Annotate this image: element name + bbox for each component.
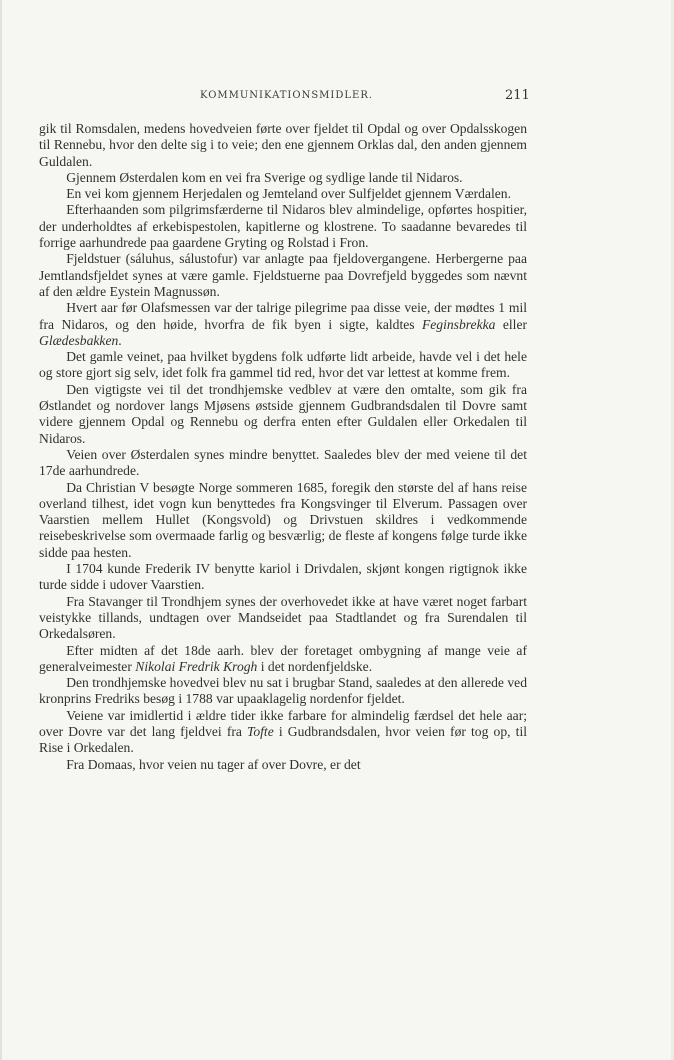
- paragraph: [39, 643, 527, 676]
- person-name-italic: Nikolai Fredrik Krogh: [135, 658, 258, 674]
- paragraph: Da Christian V besøgte Norge sommeren 1685, foregik den største del af hans reise overland tilhest, idet vogn kun benyttedes fra Kongsvinger til Elverum. Passagen over Vaarstien mellem Hullet (Kongsvold) og Drivstuen skildres i vedkommende reisebeskrivelse som overmaade farlig og besværlig; de fleste af kongens følge turde ikke sidde paa hesten.: [39, 479, 527, 560]
- place-name-italic: Glædesbakken: [39, 332, 119, 348]
- paragraph-text: .: [118, 332, 122, 348]
- paragraph: Fra Domaas, hvor veien nu tager af over Dovre, er det: [66, 756, 361, 772]
- paragraph: gik til Romsdalen, medens hovedveien førte over fjeldet til Opdal og over Opdalsskogen til Rennebu, hvor den delte sig i to veie; den ene gjennem Orklas dal, den anden gjennem Guldalen.: [39, 121, 527, 169]
- paragraph: Efterhaanden som pilgrimsfærderne til Nidaros blev almindelige, opførtes hospitier, der underholdtes af erkebispestolen, kapitlerne og klostrene. To saadanne bevaredes til forrige aarhundrede paa gaardene Gryting og Rolstad i Fron.: [39, 202, 527, 251]
- paragraph-text: i Gudbrandsdalen, hvor veien før tog op, til Rise i Orkedalen.: [39, 723, 527, 756]
- paragraph: Veien over Østerdalen synes mindre benyttet. Saaledes blev der med veiene til det 17de aarhundrede.: [39, 446, 527, 479]
- paragraph-text: Efter midten af det 18de aarh. blev der foretaget ombygning af mange veie af generalveimester: [39, 642, 527, 674]
- paragraph-text: Veiene var imidlertid i ældre tider ikke farbare for almindelig færdsel det hele aar; over Dovre var det lang fjeldvei fra: [39, 707, 527, 739]
- paragraph: [39, 708, 527, 757]
- page-edge-left: [0, 0, 2, 1060]
- paragraph: Fra Stavanger til Trondhjem synes der overhovedet ikke at have været noget farbart veistykke tillands, undtagen over Mandseidet paa Stadtlandet og fra Surendalen til Orkedalsøren.: [39, 593, 527, 642]
- paragraph: Det gamle veinet, paa hvilket bygdens folk udførte lidt arbeide, havde vel i det hele og store gjort sig selv, idet folk fra gammel tid red, hvor det var lettest at komme frem.: [39, 349, 527, 381]
- paragraph: Gjennem Østerdalen kom en vei fra Sverige og sydlige lande til Nidaros.: [66, 169, 463, 185]
- body-text: [39, 121, 527, 773]
- paragraph-text: i det nordenfjeldske.: [257, 658, 373, 674]
- paragraph-text: Hvert aar før Olafsmessen var der talrige pilegrime paa disse veie, der mødtes 1 mil fra Nidaros, og den høide, hvorfra de fik byen i sigte, kaldtes: [39, 300, 527, 332]
- paragraph-text: eller: [495, 316, 528, 332]
- paragraph: Den trondhjemske hovedvei blev nu sat i brugbar Stand, saaledes at den allerede ved kronprins Fredriks besøg i 1788 var upaaklagelig nordenfor fjeldet.: [39, 675, 527, 707]
- running-header: KOMMUNIKATIONSMIDLER.: [200, 90, 374, 101]
- page-number: 211: [505, 88, 530, 103]
- paragraph: En vei kom gjennem Herjedalen og Jemteland over Sulfjeldet gjennem Værdalen.: [66, 186, 512, 202]
- paragraph: I 1704 kunde Frederik IV benytte kariol i Drivdalen, skjønt kongen rigtignok ikke turde sidde i udover Vaarstien.: [39, 561, 527, 593]
- paragraph: Den vigtigste vei til det trondhjemske vedblev at være den omtalte, som gik fra Østlandet og nordover langs Mjøsens østside gjennem Gudbrandsdalen til Dovre samt videre gjennem Opdal og Rennebu og derfra enten efter Guldalen eller Orkedalen til Nidaros.: [39, 381, 527, 446]
- place-name-italic: Feginsbrekka: [421, 316, 496, 332]
- paragraph: [39, 300, 527, 349]
- paragraph: Fjeldstuer (sáluhus, sálustofur) var anlagte paa fjeldovergangene. Herbergerne paa Jemtlandsfjeldet synes at være gamle. Fjeldstuerne paa Dovrefjeld byggedes som nævnt af den ældre Eystein Magnussøn.: [39, 251, 527, 299]
- place-name-italic: Tofte: [247, 723, 274, 739]
